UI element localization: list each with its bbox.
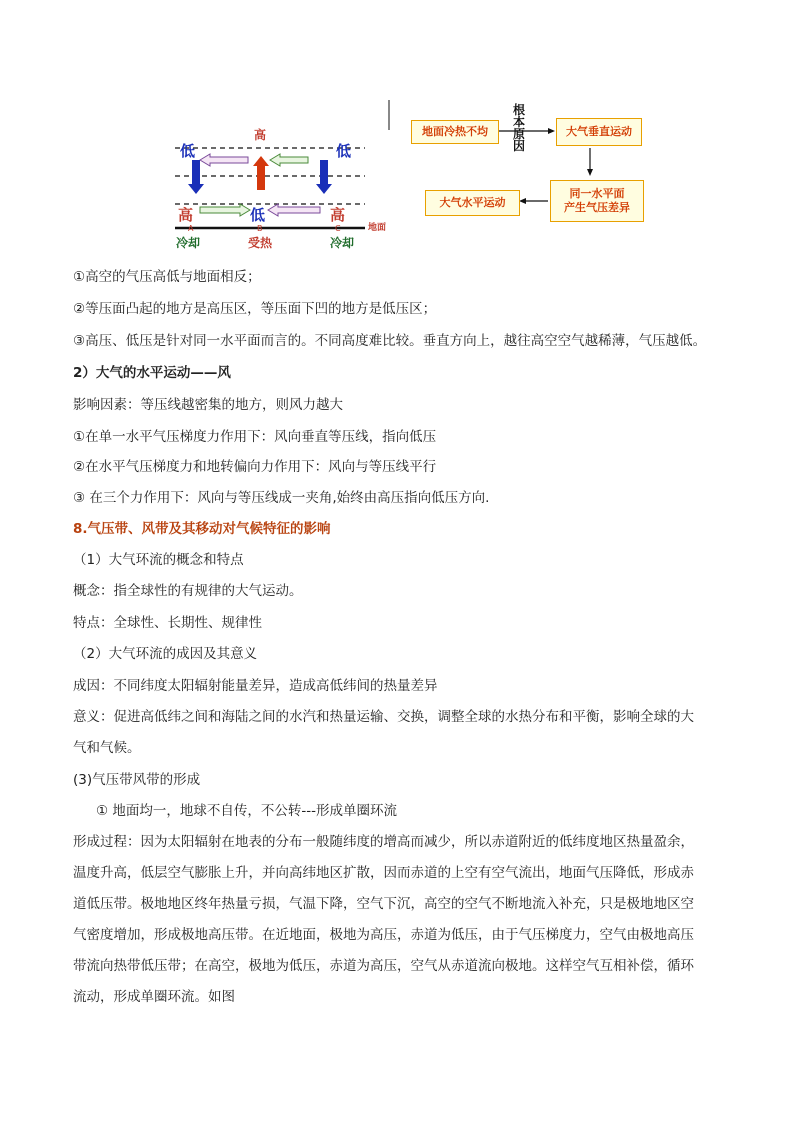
label-point-b: B: [257, 224, 263, 233]
line-24: 流动，形成单圈环流。如图: [73, 989, 235, 1005]
line-10: （1）大气环流的概念和特点: [73, 552, 244, 568]
section-heading-8: 8.气压带、风带及其移动对气候特征的影响: [73, 521, 331, 537]
label-point-a: A: [188, 224, 194, 233]
label-point-c: C: [335, 224, 341, 233]
label-left-low: 低: [180, 142, 196, 160]
line-21: 道低压带。极地地区终年热量亏损，气温下降，空气下沉，高空的空气不断地流入补充，只是极地地区空: [73, 896, 694, 912]
line-5: 影响因素：等压线越密集的地方，则风力越大: [73, 397, 343, 413]
line-13: （2）大气环流的成因及其意义: [73, 646, 258, 662]
label-bottom-center-low: 低: [250, 206, 266, 224]
line-12: 特点：全球性、长期性、规律性: [73, 615, 262, 631]
label-bottom-left-high: 高: [178, 206, 194, 224]
label-heated: 受热: [248, 236, 273, 250]
pressure-circulation-diagram: [170, 120, 395, 255]
label-bottom-right-high: 高: [330, 206, 346, 224]
line-23: 带流向热带低压带；在高空，极地为低压，赤道为高压，空气从赤道流向极地。这样空气互相补偿，循环: [73, 958, 694, 974]
circulation-svg: [170, 120, 395, 255]
label-cooling-left: 冷却: [176, 236, 201, 250]
label-ground: 地面: [368, 223, 387, 233]
line-1: ①高空的气压高低与地面相反；: [73, 269, 261, 285]
box-horizontal-motion: 大气水平运动: [425, 190, 520, 216]
label-top-high: 高: [254, 128, 267, 142]
box3-line2: 产生气压差异: [564, 201, 630, 214]
line-18: ① 地面均一，地球不自传，不公转---形成单圈环流: [96, 803, 398, 819]
label-cooling-right: 冷却: [330, 236, 355, 250]
cause-flowchart: [405, 100, 645, 260]
box-uneven-heating: 地面冷热不均: [411, 120, 499, 144]
line-6: ①在单一水平气压梯度力作用下：风向垂直等压线，指向低压: [73, 429, 437, 445]
line-2: ②等压面凸起的地方是高压区，等压面下凹的地方是低压区；: [73, 301, 437, 317]
line-22: 气密度增加，形成极地高压带。在近地面，极地为高压，赤道为低压，由于气压梯度力，空气由极地高压: [73, 927, 694, 943]
label-right-low: 低: [336, 142, 352, 160]
line-14: 成因：不同纬度太阳辐射能量差异，造成高低纬间的热量差异: [73, 678, 438, 694]
section-heading-wind: 2）大气的水平运动——风: [73, 365, 231, 381]
line-11: 概念：指全球性的有规律的大气运动。: [73, 583, 303, 599]
line-15: 意义：促进高低纬之间和海陆之间的水汽和热量运输、交换，调整全球的水热分布和平衡，影响全球的大: [73, 709, 694, 725]
line-16: 气和气候。: [73, 740, 141, 756]
box3-line1: 同一水平面: [569, 187, 625, 201]
line-3: ③高压、低压是针对同一水平面而言的。不同高度难比较。垂直方向上，越往高空空气越稀薄，气压越低。: [73, 333, 707, 349]
line-19: 形成过程：因为太阳辐射在地表的分布一般随纬度的增高而减少，所以赤道附近的低纬度地区热量盈余，: [73, 834, 694, 850]
line-20: 温度升高，低层空气膨胀上升，并向高纬地区扩散，因而赤道的上空有空气流出，地面气压降低，形成赤: [73, 865, 694, 881]
line-17: (3)气压带风带的形成: [73, 772, 201, 788]
label-root-cause: 根本原因: [513, 103, 526, 153]
box-vertical-motion: 大气垂直运动: [556, 118, 642, 146]
figure-divider: [388, 100, 390, 130]
line-8: ③ 在三个力作用下：风向与等压线成一夹角,始终由高压指向低压方向.: [73, 490, 490, 506]
box-pressure-difference: [550, 180, 644, 222]
line-7: ②在水平气压梯度力和地转偏向力作用下：风向与等压线平行: [73, 459, 437, 475]
